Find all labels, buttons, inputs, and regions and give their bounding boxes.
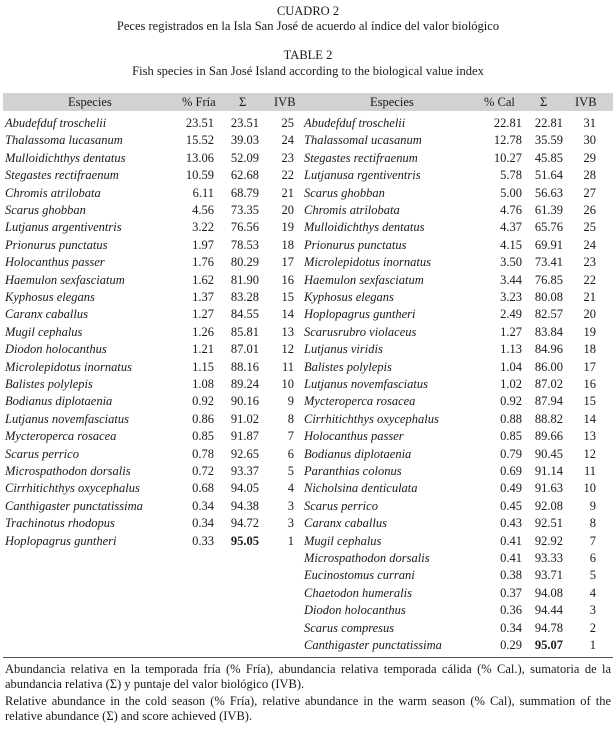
cold-species: Holocanthus passer <box>5 255 105 270</box>
cold-species: Cirrhitichthys oxycephalus <box>5 481 140 496</box>
warm-ivb: 19 <box>583 324 596 339</box>
table-row <box>0 586 616 603</box>
table-row <box>0 551 616 568</box>
cold-pct: 1.37 <box>192 290 214 304</box>
warm-sum: 86.00 <box>534 359 563 374</box>
warm-species: Stegastes rectifraenum <box>304 150 418 165</box>
warm-ivb: 26 <box>583 203 596 217</box>
cold-sum: 91.87 <box>230 429 259 444</box>
cold-species: Abudefduf troschelii <box>5 116 107 130</box>
cold-sum: 78.53 <box>230 237 259 252</box>
warm-pct: 0.34 <box>500 620 522 635</box>
cold-sum: 90.16 <box>230 394 259 409</box>
table-row <box>0 220 616 237</box>
warm-species: Bodianus diplotaenia <box>304 446 412 461</box>
cold-pct: 1.97 <box>192 237 214 252</box>
warm-pct: 0.69 <box>500 464 522 478</box>
warm-pct: 1.02 <box>500 377 522 391</box>
cold-pct: 0.33 <box>192 533 214 548</box>
warm-pct: 4.37 <box>500 220 522 235</box>
warm-pct: 0.43 <box>500 516 522 531</box>
warm-pct: 4.15 <box>500 237 522 252</box>
warm-ivb: 31 <box>583 116 596 130</box>
cold-sum: 76.56 <box>230 220 259 235</box>
warm-ivb: 20 <box>583 307 596 322</box>
cold-ivb: 14 <box>281 307 294 322</box>
table-caption-es: Peces registrados en la Isla San José de acuerdo al índice del valor biológico <box>116 19 500 33</box>
table-number-en: TABLE 2 <box>283 48 333 62</box>
header-species-warm: Especies <box>370 95 414 109</box>
warm-ivb: 27 <box>583 185 596 200</box>
cold-species: Haemulon sexfasciatum <box>5 272 125 287</box>
warm-species: Diodon holocanthus <box>304 603 406 618</box>
table-row <box>0 203 616 220</box>
cold-ivb: 3 <box>287 516 294 531</box>
cold-species: Scarus ghobban <box>5 203 86 217</box>
warm-species: Cirrhitichthys oxycephalus <box>304 411 439 426</box>
cold-ivb: 16 <box>281 272 294 287</box>
cold-species: Thalassoma lucasanum <box>5 133 123 148</box>
table-row <box>0 273 616 290</box>
warm-sum: 88.82 <box>534 411 563 426</box>
table-row <box>0 255 616 272</box>
table-row <box>0 360 616 377</box>
table-row <box>0 603 616 620</box>
table-row <box>0 186 616 203</box>
warm-pct: 12.78 <box>493 133 522 148</box>
warm-pct: 22.81 <box>493 116 522 130</box>
warm-pct: 0.45 <box>500 498 522 513</box>
cold-ivb: 17 <box>281 255 294 270</box>
cold-sum: 91.02 <box>230 411 259 426</box>
cold-pct: 13.06 <box>185 150 214 165</box>
cold-ivb: 10 <box>281 377 294 391</box>
warm-sum: 94.08 <box>534 585 563 600</box>
table-number-es: CUADRO 2 <box>276 4 340 18</box>
warm-pct: 0.41 <box>500 551 522 565</box>
warm-species: Canthigaster punctatissima <box>304 638 442 652</box>
cold-sum: 39.03 <box>230 133 259 148</box>
cold-sum: 94.38 <box>230 498 259 513</box>
warm-sum: 89.66 <box>534 429 563 444</box>
warm-ivb: 10 <box>583 481 596 496</box>
warm-ivb: 5 <box>589 568 596 583</box>
warm-sum: 87.02 <box>534 377 563 391</box>
warm-species: Eucinostomus currani <box>304 568 415 583</box>
footnote-english: Relative abundance in the cold season (% Fría), relative abundance in the warm season (% Cal), summation of the relative abundance (Σ) and score achieved (IVB). <box>5 694 611 723</box>
cold-pct: 0.34 <box>192 516 214 531</box>
table-row <box>0 481 616 498</box>
cold-pct: 0.34 <box>192 498 214 513</box>
cold-pct: 4.56 <box>192 203 214 217</box>
warm-species: Nicholsina denticulata <box>304 481 418 496</box>
warm-pct: 5.78 <box>500 168 522 183</box>
warm-ivb: 29 <box>583 150 596 165</box>
cold-species: Trachinotus rhodopus <box>5 516 115 531</box>
warm-sum: 90.45 <box>534 446 563 461</box>
header-species-cold: Especies <box>68 95 112 109</box>
header-pct-cold: % Fría <box>182 95 216 109</box>
cold-ivb: 11 <box>281 359 294 374</box>
warm-species: Lutjanusa rgentiventris <box>304 168 421 183</box>
warm-pct: 0.38 <box>500 568 522 583</box>
warm-sum: 92.08 <box>534 498 563 513</box>
cold-ivb: 6 <box>287 446 294 461</box>
table-bottom-rule <box>3 657 613 658</box>
cold-species: Bodianus diplotaenia <box>5 394 113 409</box>
cold-pct: 1.27 <box>192 307 214 322</box>
cold-pct: 3.22 <box>192 220 214 235</box>
warm-species: Haemulon sexfasciatum <box>304 272 424 287</box>
cold-ivb: 1 <box>287 533 294 548</box>
footnote-spanish: Abundancia relativa en la temporada fría (% Fría), abundancia relativa temporada cálida (% Cal.), sumatoria de la abundancia relativa (Σ) y puntaje del valor biológico (IVB). <box>5 662 611 691</box>
cold-species: Microlepidotus inornatus <box>5 359 132 374</box>
warm-species: Kyphosus elegans <box>304 290 394 304</box>
warm-pct: 0.88 <box>500 411 522 426</box>
cold-ivb: 22 <box>281 168 294 183</box>
warm-sum: 69.91 <box>534 237 563 252</box>
warm-ivb: 15 <box>583 394 596 409</box>
cold-species: Microspathodon dorsalis <box>5 464 131 478</box>
cold-species: Mulloidichthys dentatus <box>5 150 126 165</box>
warm-sum: 22.81 <box>534 116 563 130</box>
warm-species: Microspathodon dorsalis <box>304 551 430 565</box>
table-row <box>0 412 616 429</box>
warm-pct: 0.85 <box>500 429 522 444</box>
cold-sum: 92.65 <box>230 446 259 461</box>
header-sum-warm: Σ <box>540 95 548 109</box>
warm-pct: 5.00 <box>500 185 522 200</box>
warm-sum: 94.44 <box>534 603 563 618</box>
cold-sum: 52.09 <box>230 150 259 165</box>
warm-species: Mycteroperca rosacea <box>304 394 416 409</box>
cold-pct: 0.72 <box>192 464 214 478</box>
table-row <box>0 447 616 464</box>
warm-sum: 93.71 <box>534 568 563 583</box>
cold-sum: 84.55 <box>230 307 259 322</box>
table-row <box>0 307 616 324</box>
warm-species: Caranx caballus <box>304 516 387 531</box>
cold-ivb: 7 <box>287 429 294 444</box>
cold-species: Caranx caballus <box>5 307 88 322</box>
warm-ivb: 3 <box>589 603 596 618</box>
warm-species: Paranthias colonus <box>304 464 402 478</box>
warm-pct: 0.92 <box>500 394 522 409</box>
warm-sum: 80.08 <box>534 290 563 304</box>
cold-ivb: 24 <box>281 133 294 148</box>
table-row <box>0 429 616 446</box>
cold-species: Mycteroperca rosacea <box>5 429 117 444</box>
cold-ivb: 20 <box>281 203 294 217</box>
warm-ivb: 18 <box>583 342 596 357</box>
warm-pct: 0.36 <box>500 603 522 618</box>
warm-ivb: 22 <box>583 272 596 287</box>
cold-ivb: 25 <box>281 116 294 130</box>
header-pct-warm: % Cal <box>484 95 515 109</box>
warm-ivb: 23 <box>583 255 596 270</box>
table-row <box>0 116 616 133</box>
cold-species: Lutjanus novemfasciatus <box>5 411 129 426</box>
cold-sum: 95.05 <box>230 533 259 548</box>
cold-species: Lutjanus argentiventris <box>5 220 122 235</box>
warm-species: Scarusrubro violaceus <box>304 324 417 339</box>
warm-sum: 92.92 <box>534 533 563 548</box>
cold-species: Canthigaster punctatissima <box>5 498 143 513</box>
warm-sum: 56.63 <box>534 185 563 200</box>
cold-ivb: 5 <box>287 464 294 478</box>
cold-pct: 1.26 <box>192 324 214 339</box>
cold-species: Chromis atrilobata <box>5 185 101 200</box>
warm-pct: 10.27 <box>493 150 522 165</box>
cold-ivb: 21 <box>281 185 294 200</box>
cold-pct: 0.85 <box>192 429 214 444</box>
warm-species: Prionurus punctatus <box>304 237 407 252</box>
cold-ivb: 12 <box>281 342 294 357</box>
warm-ivb: 6 <box>589 551 596 565</box>
cold-sum: 87.01 <box>230 342 259 357</box>
warm-pct: 2.49 <box>500 307 522 322</box>
warm-ivb: 2 <box>589 620 596 635</box>
warm-ivb: 1 <box>589 638 596 652</box>
table-row <box>0 168 616 185</box>
table-row <box>0 290 616 307</box>
warm-ivb: 21 <box>583 290 596 304</box>
table-row <box>0 325 616 342</box>
cold-pct: 1.15 <box>192 359 214 374</box>
cold-ivb: 18 <box>281 237 294 252</box>
warm-species: Lutjanus viridis <box>304 342 383 357</box>
cold-sum: 94.05 <box>230 481 259 496</box>
cold-ivb: 4 <box>287 481 294 496</box>
warm-sum: 83.84 <box>534 324 563 339</box>
warm-sum: 61.39 <box>534 203 563 217</box>
warm-species: Holocanthus passer <box>304 429 404 444</box>
cold-sum: 73.35 <box>230 203 259 217</box>
warm-species: Scarus ghobban <box>304 185 385 200</box>
warm-sum: 82.57 <box>534 307 563 322</box>
table-caption-en: Fish species in San José Island according to the biological value index <box>132 64 484 78</box>
warm-ivb: 7 <box>589 533 596 548</box>
cold-pct: 1.21 <box>192 342 214 357</box>
warm-ivb: 11 <box>583 464 596 478</box>
warm-pct: 4.76 <box>500 203 522 217</box>
cold-pct: 10.59 <box>185 168 214 183</box>
cold-ivb: 19 <box>281 220 294 235</box>
warm-species: Abudefduf troschelii <box>304 116 406 130</box>
table-row <box>0 394 616 411</box>
cold-species: Stegastes rectifraenum <box>5 168 119 183</box>
cold-sum: 68.79 <box>230 185 259 200</box>
cold-ivb: 15 <box>281 290 294 304</box>
header-ivb-warm: IVB <box>575 95 597 109</box>
cold-pct: 1.76 <box>192 255 214 270</box>
warm-sum: 73.41 <box>534 255 563 270</box>
warm-sum: 87.94 <box>534 394 563 409</box>
cold-pct: 0.92 <box>192 394 214 409</box>
cold-species: Scarus perrico <box>5 446 79 461</box>
warm-pct: 0.41 <box>500 533 522 548</box>
cold-ivb: 8 <box>287 411 294 426</box>
warm-ivb: 16 <box>583 377 596 391</box>
warm-ivb: 4 <box>589 585 596 600</box>
table-row <box>0 238 616 255</box>
cold-species: Balistes polylepis <box>5 377 93 391</box>
warm-sum: 94.78 <box>534 620 563 635</box>
table-row <box>0 377 616 394</box>
table-row <box>0 133 616 150</box>
warm-ivb: 30 <box>583 133 596 148</box>
cold-sum: 81.90 <box>230 272 259 287</box>
cold-ivb: 13 <box>281 324 294 339</box>
cold-pct: 1.08 <box>192 377 214 391</box>
cold-pct: 15.52 <box>185 133 214 148</box>
warm-pct: 1.27 <box>500 324 522 339</box>
warm-sum: 65.76 <box>534 220 563 235</box>
warm-pct: 0.49 <box>500 481 522 496</box>
warm-species: Scarus compresus <box>304 620 395 635</box>
cold-species: Kyphosus elegans <box>5 290 95 304</box>
warm-sum: 91.63 <box>534 481 563 496</box>
cold-pct: 23.51 <box>185 116 214 130</box>
cold-ivb: 3 <box>287 498 294 513</box>
warm-species: Mulloidichthys dentatus <box>304 220 425 235</box>
warm-ivb: 24 <box>583 237 596 252</box>
warm-sum: 45.85 <box>534 150 563 165</box>
warm-species: Thalassomal ucasanum <box>304 133 422 148</box>
cold-pct: 0.68 <box>192 481 214 496</box>
header-sum-cold: Σ <box>239 95 247 109</box>
table-row <box>0 151 616 168</box>
table-row <box>0 342 616 359</box>
warm-species: Chaetodon humeralis <box>304 585 412 600</box>
cold-pct: 1.62 <box>192 272 214 287</box>
cold-sum: 80.29 <box>230 255 259 270</box>
warm-pct: 3.50 <box>500 255 522 270</box>
cold-sum: 89.24 <box>230 377 259 391</box>
warm-pct: 3.44 <box>500 272 522 287</box>
warm-pct: 0.29 <box>500 638 522 652</box>
warm-ivb: 14 <box>583 411 596 426</box>
cold-sum: 23.51 <box>230 116 259 130</box>
warm-species: Balistes polylepis <box>304 359 392 374</box>
cold-species: Diodon holocanthus <box>5 342 107 357</box>
warm-ivb: 12 <box>583 446 596 461</box>
table-row <box>0 568 616 585</box>
table-row <box>0 621 616 638</box>
warm-sum: 91.14 <box>534 464 563 478</box>
table-row <box>0 499 616 516</box>
cold-ivb: 9 <box>287 394 294 409</box>
warm-sum: 51.64 <box>534 168 563 183</box>
warm-sum: 95.07 <box>534 638 563 652</box>
warm-sum: 84.96 <box>534 342 563 357</box>
cold-sum: 93.37 <box>230 464 259 478</box>
warm-species: Hoplopagrus guntheri <box>304 307 416 322</box>
warm-ivb: 9 <box>589 498 596 513</box>
warm-ivb: 13 <box>583 429 596 444</box>
warm-species: Microlepidotus inornatus <box>304 255 431 270</box>
header-ivb-cold: IVB <box>274 95 296 109</box>
warm-pct: 0.79 <box>500 446 522 461</box>
table-row <box>0 638 616 655</box>
warm-ivb: 28 <box>583 168 596 183</box>
cold-sum: 94.72 <box>230 516 259 531</box>
warm-pct: 0.37 <box>500 585 522 600</box>
warm-ivb: 25 <box>583 220 596 235</box>
warm-sum: 35.59 <box>534 133 563 148</box>
cold-species: Hoplopagrus guntheri <box>5 533 117 548</box>
cold-ivb: 23 <box>281 150 294 165</box>
warm-ivb: 17 <box>583 359 596 374</box>
cold-species: Prionurus punctatus <box>5 237 108 252</box>
warm-ivb: 8 <box>589 516 596 531</box>
cold-sum: 62.68 <box>230 168 259 183</box>
cold-sum: 85.81 <box>230 324 259 339</box>
warm-sum: 76.85 <box>534 272 563 287</box>
warm-species: Chromis atrilobata <box>304 203 400 217</box>
cold-species: Mugil cephalus <box>5 324 83 339</box>
table-row <box>0 464 616 481</box>
warm-species: Scarus perrico <box>304 498 378 513</box>
cold-sum: 83.28 <box>230 290 259 304</box>
table-row <box>0 534 616 551</box>
cold-pct: 0.86 <box>192 411 214 426</box>
warm-sum: 92.51 <box>534 516 563 531</box>
cold-pct: 6.11 <box>192 185 214 200</box>
warm-pct: 3.23 <box>500 290 522 304</box>
table-row <box>0 516 616 533</box>
warm-species: Lutjanus novemfasciatus <box>304 377 428 391</box>
cold-pct: 0.78 <box>192 446 214 461</box>
cold-sum: 88.16 <box>230 359 259 374</box>
warm-sum: 93.33 <box>534 551 563 565</box>
warm-species: Mugil cephalus <box>304 533 382 548</box>
warm-pct: 1.13 <box>500 342 522 357</box>
warm-pct: 1.04 <box>500 359 522 374</box>
